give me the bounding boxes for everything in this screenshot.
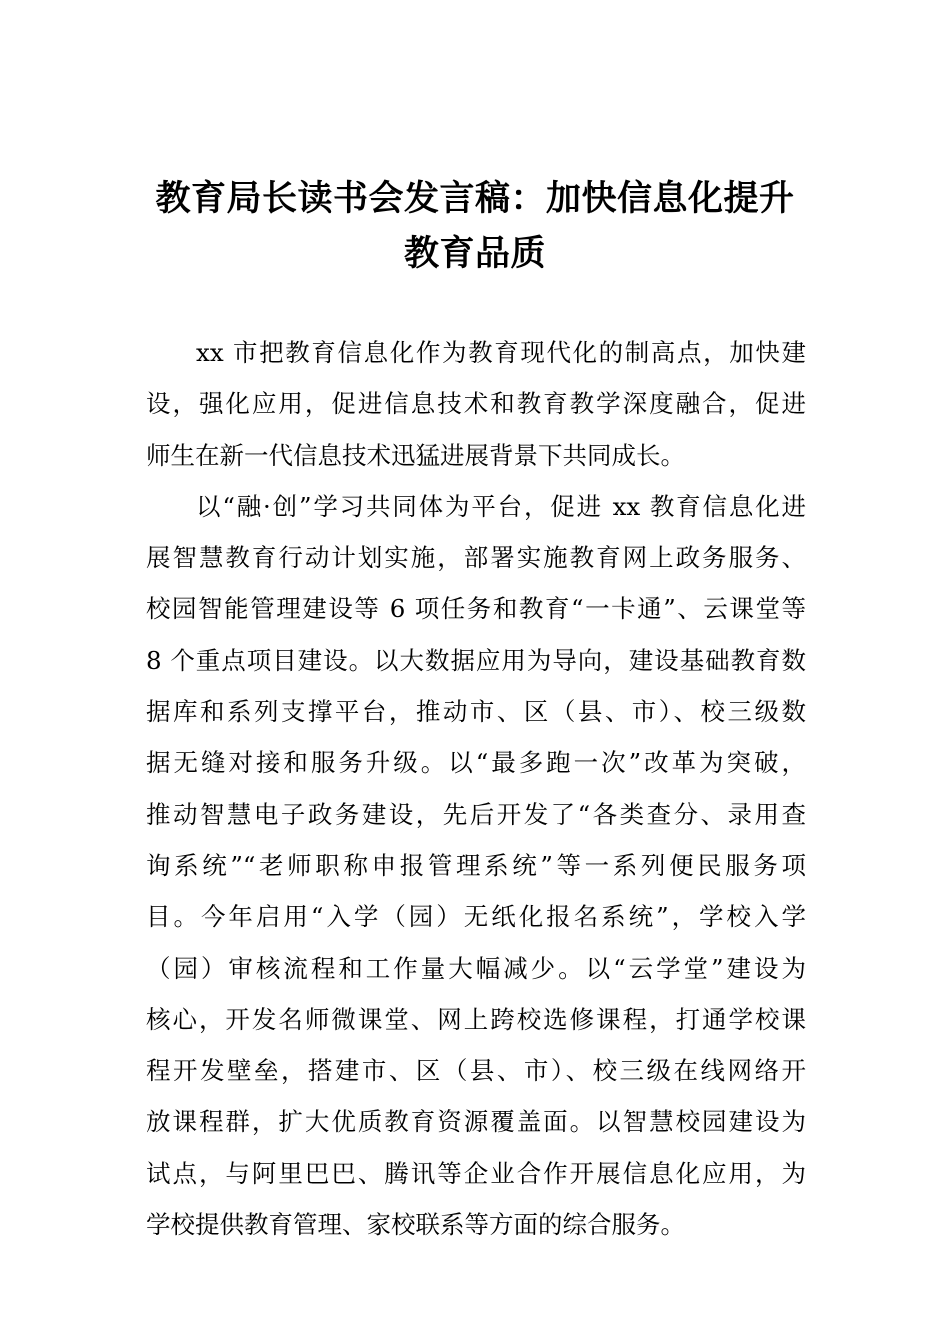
paragraph-line: 试点，与阿里巴巴、腾讯等企业合作开展信息化应用，为 — [146, 1158, 806, 1188]
paragraph-2 — [146, 481, 806, 1250]
paragraph-line: 据无缝对接和服务升级。以“最多跑一次”改革为突破， — [146, 748, 806, 778]
title-line: 教育局长读书会发言稿：加快信息化提升 — [155, 179, 795, 219]
paragraph-line: 以“融·创”学习共同体为平台，促进 xx 教育信息化进 — [196, 491, 806, 521]
paragraph-line: 程开发壁垒，搭建市、区（县、市）、校三级在线网络开 — [146, 1056, 806, 1086]
document-title — [120, 172, 830, 282]
paragraph-line: 推动智慧电子政务建设，先后开发了“各类查分、录用查 — [146, 799, 806, 829]
paragraph-line: xx 市把教育信息化作为教育现代化的制高点，加快建 — [196, 338, 806, 367]
paragraph-line: 据库和系列支撑平台，推动市、区（县、市）、校三级数 — [146, 697, 806, 727]
paragraph-line: 师生在新一代信息技术迅猛进展背景下共同成长。 — [146, 440, 685, 470]
paragraph-line: 询系统”“老师职称申报管理系统”等一系列便民服务项 — [146, 850, 806, 880]
document-body — [146, 327, 806, 1250]
title-line: 教育品质 — [403, 234, 546, 274]
paragraph-line: 校园智能管理建设等 6 项任务和教育“一卡通”、云课堂等 — [146, 594, 806, 624]
paragraph-line: 核心，开发名师微课堂、网上跨校选修课程，打通学校课 — [146, 1004, 806, 1034]
paragraph-line: 8 个重点项目建设。以大数据应用为导向，建设基础教育数 — [146, 645, 806, 675]
paragraph-line: 学校提供教育管理、家校联系等方面的综合服务。 — [146, 1210, 685, 1240]
paragraph-1 — [146, 327, 806, 481]
paragraph-line: （园）审核流程和工作量大幅减少。以“云学堂”建设为 — [146, 953, 806, 983]
paragraph-line: 设，强化应用，促进信息技术和教育教学深度融合，促进 — [146, 389, 806, 419]
paragraph-line: 放课程群，扩大优质教育资源覆盖面。以智慧校园建设为 — [146, 1107, 806, 1137]
paragraph-line: 目。今年启用“入学（园）无纸化报名系统”，学校入学 — [146, 902, 806, 932]
paragraph-line: 展智慧教育行动计划实施，部署实施教育网上政务服务、 — [146, 543, 806, 573]
